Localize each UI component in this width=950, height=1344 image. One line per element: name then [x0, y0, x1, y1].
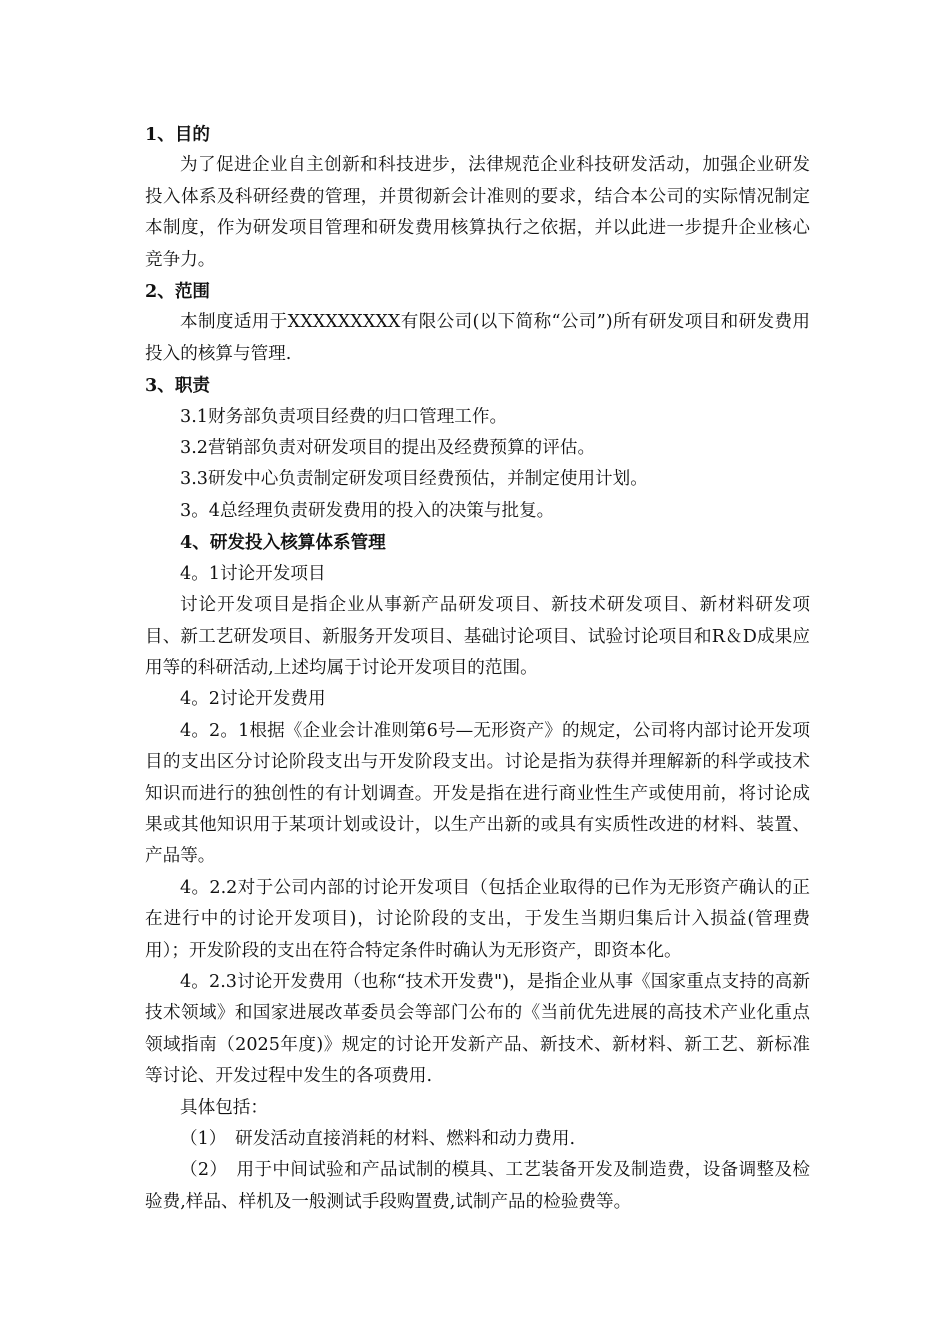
- clause-4-2-1-paragraph: 4。2。1根据《企业会计准则第6号—无形资产》的规定，公司将内部讨论开发项目的支出区分讨论阶段支出与开发阶段支出。讨论是指为获得并理解新的科学或技术知识而进行的独创性的有计划调查。开发是指在进行商业性生产或使用前，将讨论成果或其他知识用于某项计划或设计，以生产出新的或具有实质性改进的材料、装置、产品等。: [145, 720, 810, 867]
- responsibility-item: 3。4总经理负责研发费用的投入的决策与批复。: [180, 500, 555, 521]
- responsibility-item: 3.3研发中心负责制定研发项目经费预估，并制定使用计划。: [180, 469, 648, 490]
- section-1-paragraph: 为了促进企业自主创新和科技进步，法律规范企业科技研发活动，加强企业研发投入体系及科研经费的管理，并贯彻新会计准则的要求，结合本公司的实际情况制定本制度，作为研发项目管理和研发费用核算执行之依据，并以此进一步提升企业核心竞争力。: [145, 155, 810, 270]
- section-3-heading: 3、职责: [145, 375, 211, 397]
- specifics-item: （2） 用于中间试验和产品试制的模具、工艺装备开发及制造费，设备调整及检验费,样品、样机及一般测试手段购置费,试制产品的检验费等。: [145, 1160, 810, 1212]
- section-2-paragraph: 本制度适用于XXXXXXXXX有限公司(以下简称“公司”)所有研发项目和研发费用投入的核算与管理.: [145, 312, 810, 364]
- section-1-heading: 1、目的: [145, 124, 211, 145]
- responsibility-item: 3.2营销部负责对研发项目的提出及经费预算的评估。: [180, 438, 596, 459]
- specifics-item: （1） 研发活动直接消耗的材料、燃料和动力费用.: [180, 1129, 576, 1149]
- section-2-heading: 2、范围: [145, 281, 211, 303]
- clause-4-2-2-paragraph: 4。2.2对于公司内部的讨论开发项目（包括企业取得的已作为无形资产确认的正在进行中的讨论开发项目)，讨论阶段的支出，于发生当期归集后计入损益(管理费用）；开发阶段的支出在符合特定条件时确认为无形资产，即资本化。: [145, 877, 810, 961]
- document-page: [145, 119, 810, 1218]
- responsibility-item: 3.1财务部负责项目经费的归口管理工作。: [180, 406, 508, 427]
- subsection-4-1-paragraph: 讨论开发项目是指企业从事新产品研发项目、新技术研发项目、新材料研发项目、新工艺研发项目、新服务开发项目、基础讨论项目、试验讨论项目和R＆D成果应用等的科研活动,上述均属于讨论开发项目的范围。: [145, 595, 810, 678]
- specifics-label: 具体包括：: [180, 1097, 268, 1118]
- subsection-4-2-title: 4。2讨论开发费用: [180, 689, 326, 710]
- subsection-4-1-title: 4。1讨论开发项目: [180, 563, 326, 584]
- clause-4-2-3-paragraph: 4。2.3讨论开发费用（也称“技术开发费")，是指企业从事《国家重点支持的高新技术领域》和国家进展改革委员会等部门公布的《当前优先进展的高技术产业化重点领域指南（2025年度)》规定的讨论开发新产品、新技术、新材料、新工艺、新标准等讨论、开发过程中发生的各项费用.: [145, 971, 810, 1087]
- section-4-heading: 4、研发投入核算体系管理: [180, 532, 386, 554]
